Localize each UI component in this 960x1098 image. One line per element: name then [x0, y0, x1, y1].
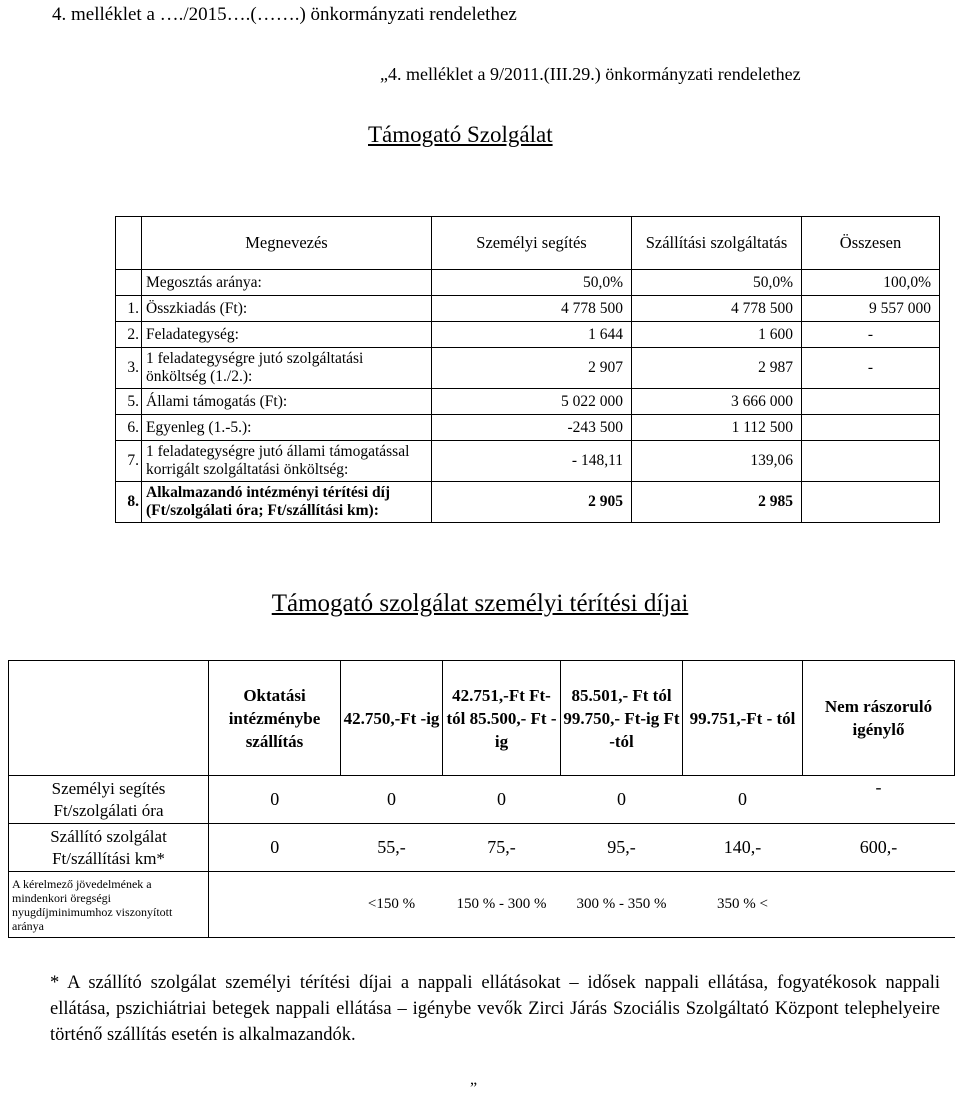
row-label: Egyenleg (1.-5.): [142, 415, 432, 441]
fees-table [8, 660, 955, 938]
fee-value: 600,- [803, 824, 955, 872]
table-row [9, 776, 955, 824]
row-number: 7. [116, 441, 142, 482]
row-label: 1 feladategységre jutó állami támogatással korrigált szolgáltatási önköltség: [142, 441, 432, 482]
header-blank [116, 217, 142, 270]
income-ratio: 350 % < [683, 872, 803, 938]
header-not-needy: Nem rászoruló igénylő [803, 661, 955, 776]
row-label: Megosztás aránya: [142, 270, 432, 296]
fee-value: 0 [683, 776, 803, 824]
row-number: 3. [116, 348, 142, 389]
row-label: A kérelmező jövedelmének a mindenkori öregségi nyugdíjminimumhoz viszonyított aránya [9, 872, 209, 938]
value-transport: 4 778 500 [632, 296, 802, 322]
row-label: Alkalmazandó intézményi térítési díj (Ft/szolgálati óra; Ft/szállítási km): [142, 482, 432, 523]
fee-value: - [803, 776, 955, 824]
fee-value: 0 [209, 776, 341, 824]
row-label: Személyi segítés Ft/szolgálati óra [9, 776, 209, 824]
table-row [116, 482, 940, 523]
amended-annex-reference: „4. melléklet a 9/2011.(III.29.) önkormányzati rendelethez [380, 64, 801, 84]
row-number: 6. [116, 415, 142, 441]
value-transport: 1 112 500 [632, 415, 802, 441]
fees-table-header [9, 661, 955, 776]
page-title: Támogató Szolgálat [368, 122, 553, 147]
value-transport: 1 600 [632, 322, 802, 348]
header-name: Megnevezés [142, 217, 432, 270]
value-transport: 50,0% [632, 270, 802, 296]
row-label: Összkiadás (Ft): [142, 296, 432, 322]
header-income-band-4: 99.751,-Ft - tól [683, 661, 803, 776]
income-ratio: <150 % [341, 872, 443, 938]
value-total [802, 389, 940, 415]
fee-value: 0 [443, 776, 561, 824]
header-transport: Szállítási szolgáltatás [632, 217, 802, 270]
value-personal: 5 022 000 [432, 389, 632, 415]
table-row [9, 872, 955, 938]
row-number: 1. [116, 296, 142, 322]
row-label: Szállító szolgálat Ft/szállítási km* [9, 824, 209, 872]
cost-table-header [116, 217, 940, 270]
value-personal: 2 907 [432, 348, 632, 389]
row-label: Feladategység: [142, 322, 432, 348]
table-row [116, 322, 940, 348]
value-personal: 2 905 [432, 482, 632, 523]
table-row [116, 415, 940, 441]
value-personal: 50,0% [432, 270, 632, 296]
value-personal: -243 500 [432, 415, 632, 441]
income-ratio: 150 % - 300 % [443, 872, 561, 938]
header-income-band-1: 42.750,-Ft -ig [341, 661, 443, 776]
fee-value: 0 [561, 776, 683, 824]
value-total [802, 415, 940, 441]
value-personal: 1 644 [432, 322, 632, 348]
value-total: - [802, 348, 940, 389]
value-transport: 139,06 [632, 441, 802, 482]
value-total [802, 441, 940, 482]
annex-reference: 4. melléklet a …./2015….(…….) önkormányzati rendelethez [52, 4, 517, 25]
value-total: - [802, 322, 940, 348]
table-row [116, 441, 940, 482]
row-number [116, 270, 142, 296]
value-transport: 2 987 [632, 348, 802, 389]
header-total: Összesen [802, 217, 940, 270]
row-number: 8. [116, 482, 142, 523]
fees-section-title: Támogató szolgálat személyi térítési díjai [271, 590, 689, 617]
fee-value: 0 [341, 776, 443, 824]
value-personal: 4 778 500 [432, 296, 632, 322]
row-label: 1 feladategységre jutó szolgáltatási önköltség (1./2.): [142, 348, 432, 389]
table-row [9, 824, 955, 872]
value-transport: 3 666 000 [632, 389, 802, 415]
footnote: * A szállító szolgálat személyi térítési díjai a nappali ellátásokat – idősek nappali ellátása, fogyatékosok nappali ellátása, pszichiátriai betegek nappali ellátása – igénybe vevők Zirci Járás Szociális Szolgáltató Központ telephelyeire történő szállítás esetén is alkalmazandók. [50, 973, 940, 1045]
header-income-band-3: 85.501,- Ft tól 99.750,- Ft-ig Ft -tól [561, 661, 683, 776]
value-total: 9 557 000 [802, 296, 940, 322]
value-personal: - 148,11 [432, 441, 632, 482]
table-row [116, 296, 940, 322]
value-total [802, 482, 940, 523]
row-number: 5. [116, 389, 142, 415]
table-row [116, 270, 940, 296]
row-label: Állami támogatás (Ft): [142, 389, 432, 415]
fee-value: 95,- [561, 824, 683, 872]
income-ratio: 300 % - 350 % [561, 872, 683, 938]
header-school-transport: Oktatási intézménybe szállítás [209, 661, 341, 776]
header-blank [9, 661, 209, 776]
header-personal-help: Személyi segítés [432, 217, 632, 270]
table-row [116, 389, 940, 415]
cost-table [115, 216, 940, 523]
fee-value: 55,- [341, 824, 443, 872]
header-income-band-2: 42.751,-Ft Ft-tól 85.500,- Ft -ig [443, 661, 561, 776]
row-number: 2. [116, 322, 142, 348]
fee-value: 0 [209, 824, 341, 872]
closing-quote: ” [470, 1080, 478, 1097]
fee-value: 140,- [683, 824, 803, 872]
value-total: 100,0% [802, 270, 940, 296]
value-transport: 2 985 [632, 482, 802, 523]
income-ratio [803, 872, 955, 938]
income-ratio [209, 872, 341, 938]
fee-value: 75,- [443, 824, 561, 872]
table-row [116, 348, 940, 389]
